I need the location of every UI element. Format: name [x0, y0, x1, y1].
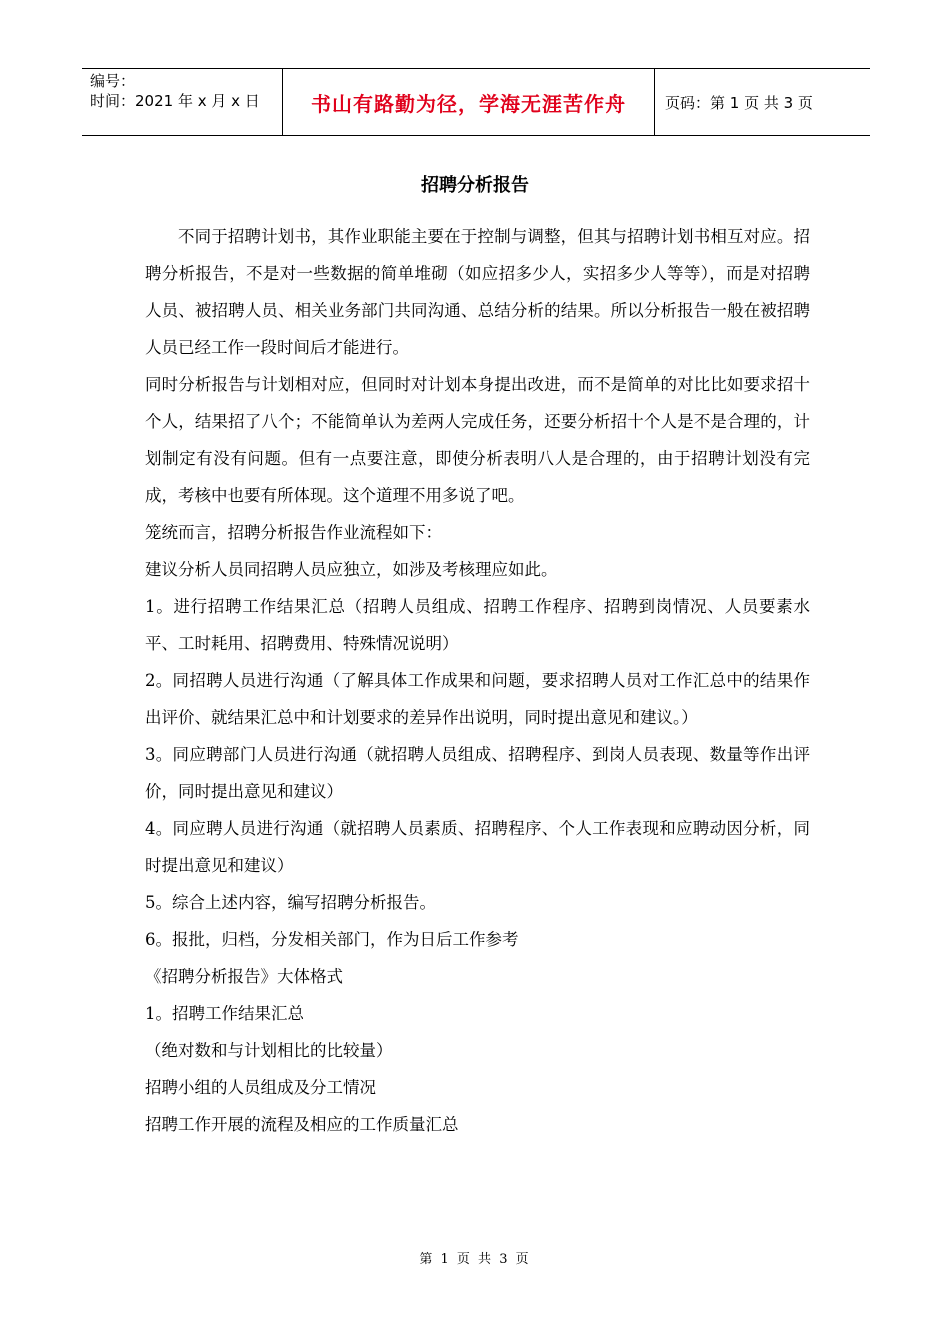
- paragraph: 3。同应聘部门人员进行沟通（就招聘人员组成、招聘程序、到岗人员表现、数量等作出评价，同时提出意见和建议）: [145, 745, 810, 801]
- page-footer: 第 1 页 共 3 页: [419, 1252, 531, 1267]
- document-time-label: 时间：2021 年 x 月 x 日: [90, 92, 260, 110]
- paragraph: 4。同应聘人员进行沟通（就招聘人员素质、招聘程序、个人工作表现和应聘动因分析，同时提出意见和建议）: [145, 819, 810, 875]
- document-title: 招聘分析报告: [421, 175, 529, 196]
- paragraph: 1。进行招聘工作结果汇总（招聘人员组成、招聘工作程序、招聘到岗情况、人员要素水平、工时耗用、招聘费用、特殊情况说明）: [145, 597, 810, 653]
- header-table: [82, 68, 870, 136]
- paragraph: 招聘小组的人员组成及分工情况: [145, 1078, 376, 1097]
- paragraph: 5。综合上述内容，编写招聘分析报告。: [145, 893, 436, 912]
- paragraph: 《招聘分析报告》大体格式: [145, 967, 343, 986]
- paragraph: 1。招聘工作结果汇总: [145, 1004, 304, 1023]
- paragraph: 同时分析报告与计划相对应，但同时对计划本身提出改进，而不是简单的对比比如要求招十个人，结果招了八个；不能简单认为差两人完成任务，还要分析招十个人是不是合理的，计划制定有没有问题。但有一点要注意，即使分析表明八人是合理的，由于招聘计划没有完成，考核中也要有所体现。这个道理不用多说了吧。: [145, 375, 810, 505]
- paragraph: 招聘工作开展的流程及相应的工作质量汇总: [145, 1115, 459, 1134]
- document-number-label: 编号：: [90, 72, 136, 90]
- header-left-cell: [82, 69, 282, 135]
- paragraph: 6。报批，归档，分发相关部门，作为日后工作参考: [145, 930, 519, 949]
- paragraph: 建议分析人员同招聘人员应独立，如涉及考核理应如此。: [145, 560, 558, 579]
- paragraph: 2。同招聘人员进行沟通（了解具体工作成果和问题，要求招聘人员对工作汇总中的结果作出评价、就结果汇总中和计划要求的差异作出说明，同时提出意见和建议。）: [145, 671, 810, 727]
- paragraph: （绝对数和与计划相比的比较量）: [145, 1041, 393, 1060]
- document-body: [145, 218, 810, 1143]
- header-page-label: 页码：第 1 页 共 3 页: [665, 93, 813, 112]
- paragraph: 笼统而言，招聘分析报告作业流程如下：: [145, 523, 442, 542]
- header-motto: 书山有路勤为径，学海无涯苦作舟: [282, 69, 655, 135]
- paragraph: 不同于招聘计划书，其作业职能主要在于控制与调整，但其与招聘计划书相互对应。招聘分析报告，不是对一些数据的简单堆砌（如应招多少人，实招多少人等等），而是对招聘人员、被招聘人员、相关业务部门共同沟通、总结分析的结果。所以分析报告一般在被招聘人员已经工作一段时间后才能进行。: [145, 227, 810, 357]
